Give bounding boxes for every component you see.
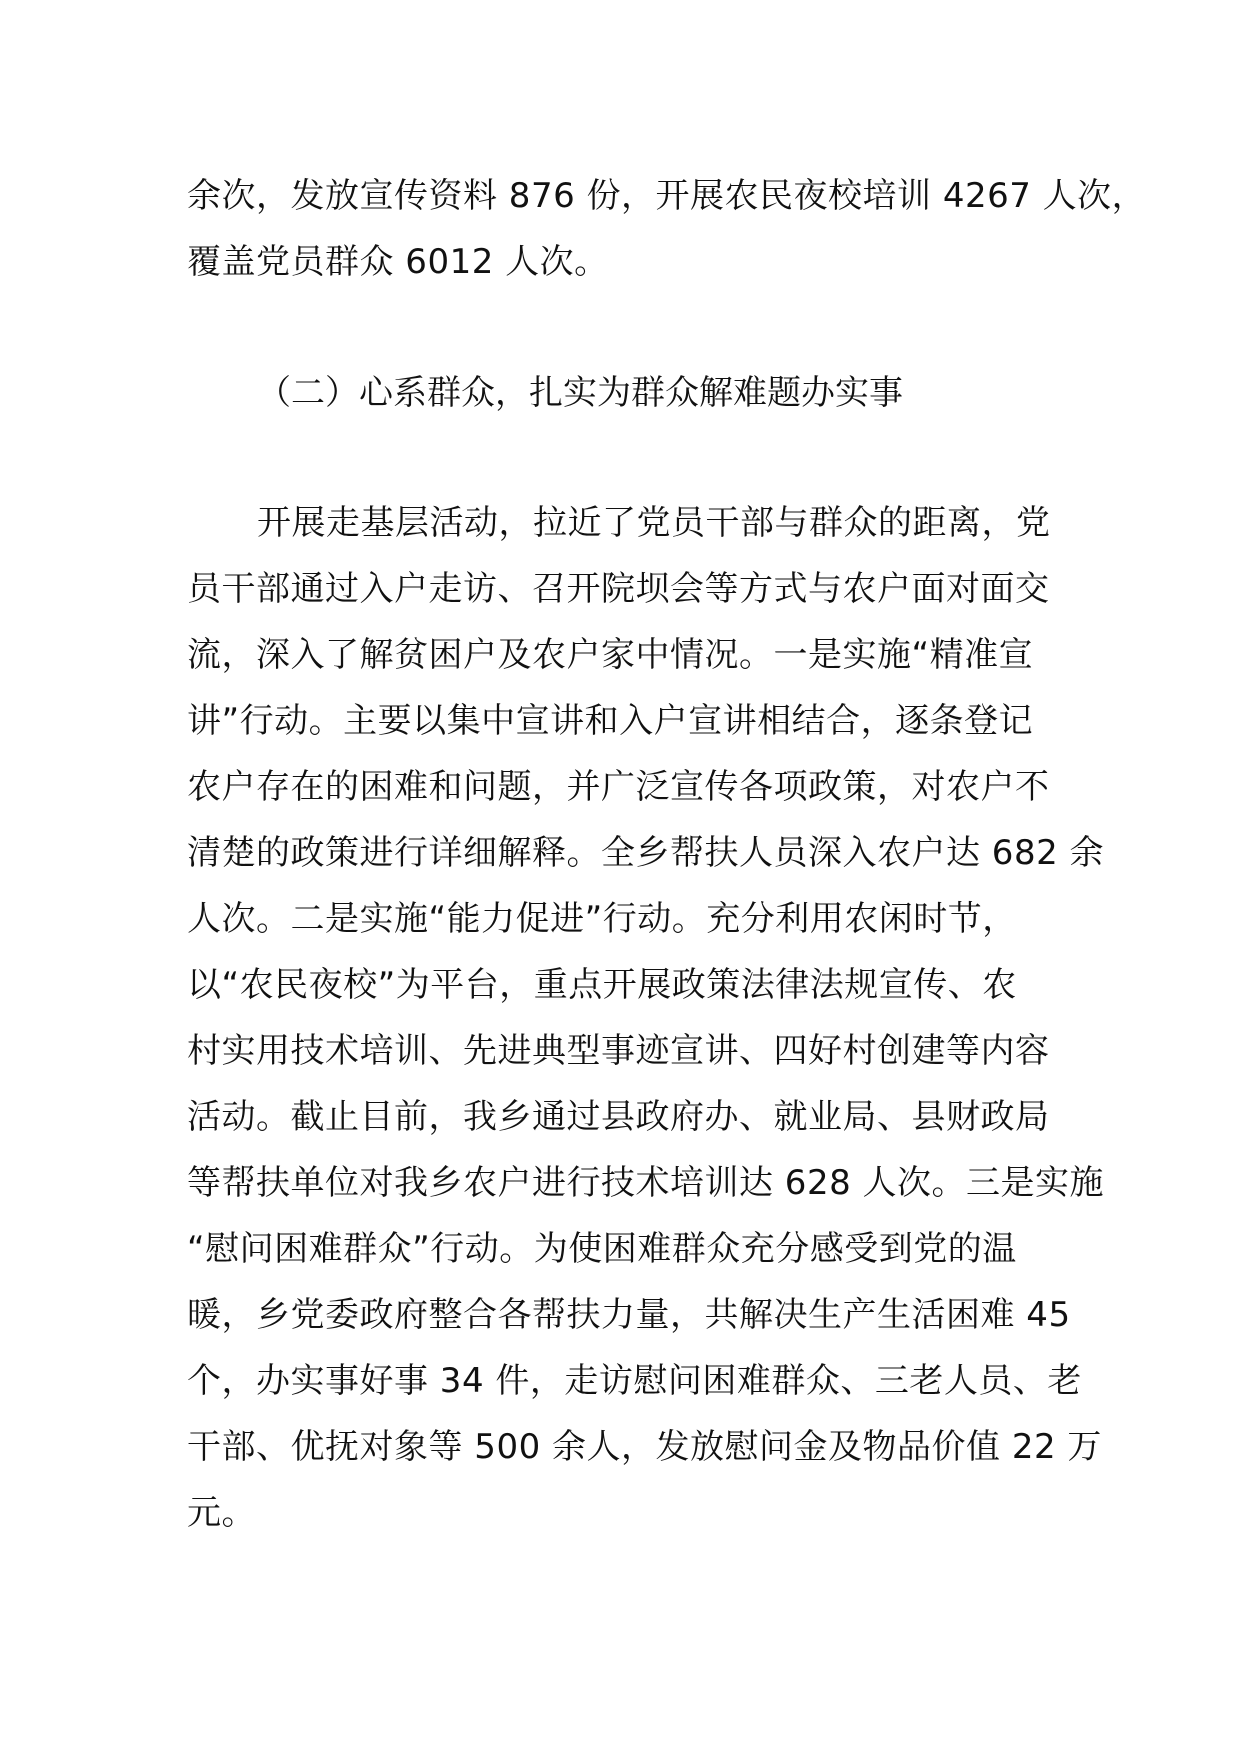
text-line: 清楚的政策进行详细解释。全乡帮扶人员深入农户达 682 余: [187, 833, 1105, 873]
text-line: 暖，乡党委政府整合各帮扶力量，共解决生产生活困难 45: [187, 1295, 1071, 1335]
text-line: 活动。截止目前，我乡通过县政府办、就业局、县财政局: [187, 1097, 1050, 1137]
paragraph-continuation: [187, 163, 1147, 295]
text-line: 余次，发放宣传资料 876 份，开展农民夜校培训 4267 人次，: [187, 176, 1147, 216]
text-line: “慰问困难群众”行动。为使困难群众充分感受到党的温: [187, 1229, 1017, 1269]
text-line: 村实用技术培训、先进典型事迹宣讲、四好村创建等内容: [187, 1031, 1050, 1071]
text-line: 流，深入了解贫困户及农户家中情况。一是实施“精准宣: [187, 635, 1034, 675]
text-line: 元。: [187, 1493, 256, 1533]
text-line: 等帮扶单位对我乡农户进行技术培训达 628 人次。三是实施: [187, 1163, 1105, 1203]
text-line: 农户存在的困难和问题，并广泛宣传各项政策，对农户不: [187, 767, 1050, 807]
text-line: 干部、优抚对象等 500 余人，发放慰问金及物品价值 22 万: [187, 1427, 1102, 1467]
paragraph-main: [187, 490, 1105, 1546]
text-line: 员干部通过入户走访、召开院坝会等方式与农户面对面交: [187, 569, 1050, 609]
text-line: 覆盖党员群众 6012 人次。: [187, 242, 609, 282]
section-heading: （二）心系群众，扎实为群众解难题办实事: [257, 373, 903, 413]
text-line: 讲”行动。主要以集中宣讲和入户宣讲相结合，逐条登记: [187, 701, 1034, 741]
text-line: 人次。二是实施“能力促进”行动。充分利用农闲时节，: [187, 899, 1017, 939]
text-line: 开展走基层活动，拉近了党员干部与群众的距离，党: [257, 503, 1051, 543]
text-line: 以“农民夜校”为平台，重点开展政策法律法规宣传、农: [187, 965, 1017, 1005]
text-line: 个，办实事好事 34 件，走访慰问困难群众、三老人员、老: [187, 1361, 1082, 1401]
